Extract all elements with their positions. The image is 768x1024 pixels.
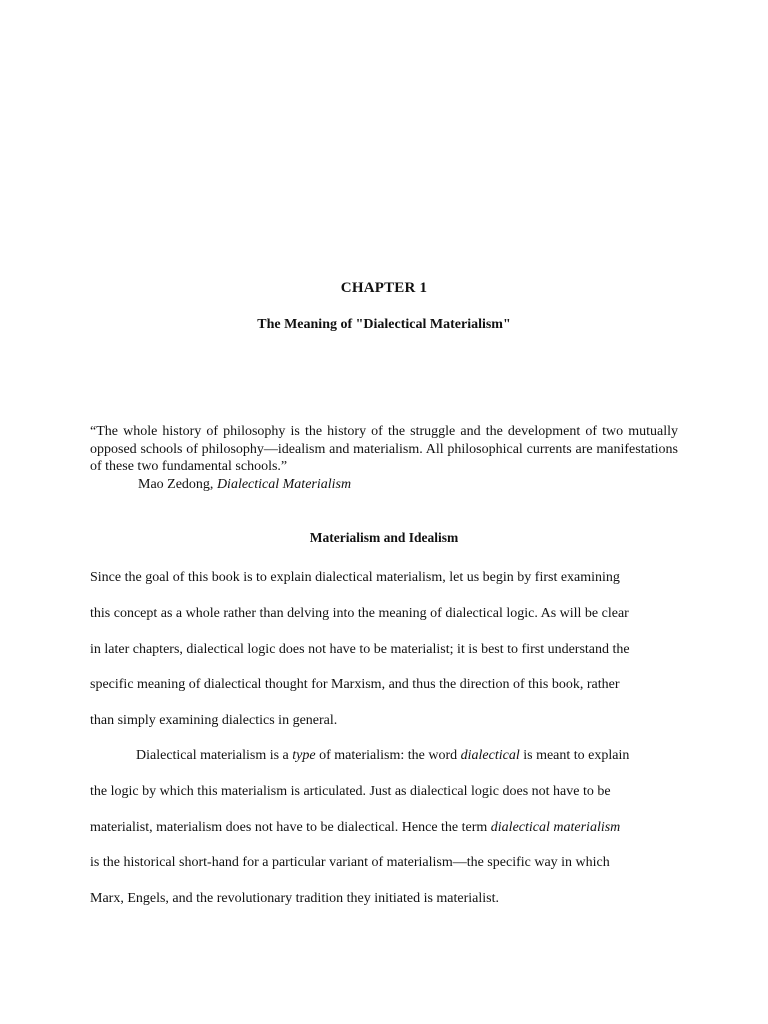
paragraph-line: this concept as a whole rather than delving into the meaning of dialectical logic. As will be clear [90,605,629,621]
paragraph-2 [90,738,680,917]
paragraph-line: Since the goal of this book is to explain dialectical materialism, let us begin by first examining [90,570,620,585]
italic-run: type [292,748,316,763]
epigraph-quote: “The whole history of philosophy is the history of the struggle and the development of two mutually opposed schools of philosophy—idealism and materialism. All philosophical currents are manifestations of these two fundamental schools.” [90,424,678,474]
text-run: is meant to explain [519,748,630,763]
paragraph-line: is the historical short-hand for a particular variant of materialism—the specific way in which [90,855,610,871]
text-run: of materialism: the word [315,748,461,763]
chapter-title: The Meaning of "Dialectical Materialism" [257,317,511,332]
paragraph-1 [90,560,680,739]
paragraph-line: Marx, Engels, and the revolutionary tradition they initiated is materialist. [90,891,500,907]
chapter-number: CHAPTER 1 [340,280,428,296]
italic-run: dialectical [460,748,520,763]
epigraph-attribution [138,476,351,494]
epigraph-author: Mao Zedong, [138,477,217,492]
paragraph-line [90,738,680,774]
section-heading: Materialism and Idealism [309,530,459,545]
paragraph-line: than simply examining dialectics in general. [90,713,338,729]
italic-run: dialectical materialism [490,819,621,835]
paragraph-line: the logic by which this materialism is articulated. Just as dialectical logic does not have to be [90,783,611,799]
epigraph-work: Dialectical Materialism [216,477,352,492]
paragraph-line: specific meaning of dialectical thought for Marxism, and thus the direction of this book, rather [90,677,620,693]
paragraph-line [90,810,680,846]
text-run: materialist, materialism does not have to be dialectical. Hence the term [90,819,491,835]
text-run: Dialectical materialism is a [136,748,293,763]
paragraph-line: in later chapters, dialectical logic does not have to be materialist; it is best to first understand the [90,641,630,657]
